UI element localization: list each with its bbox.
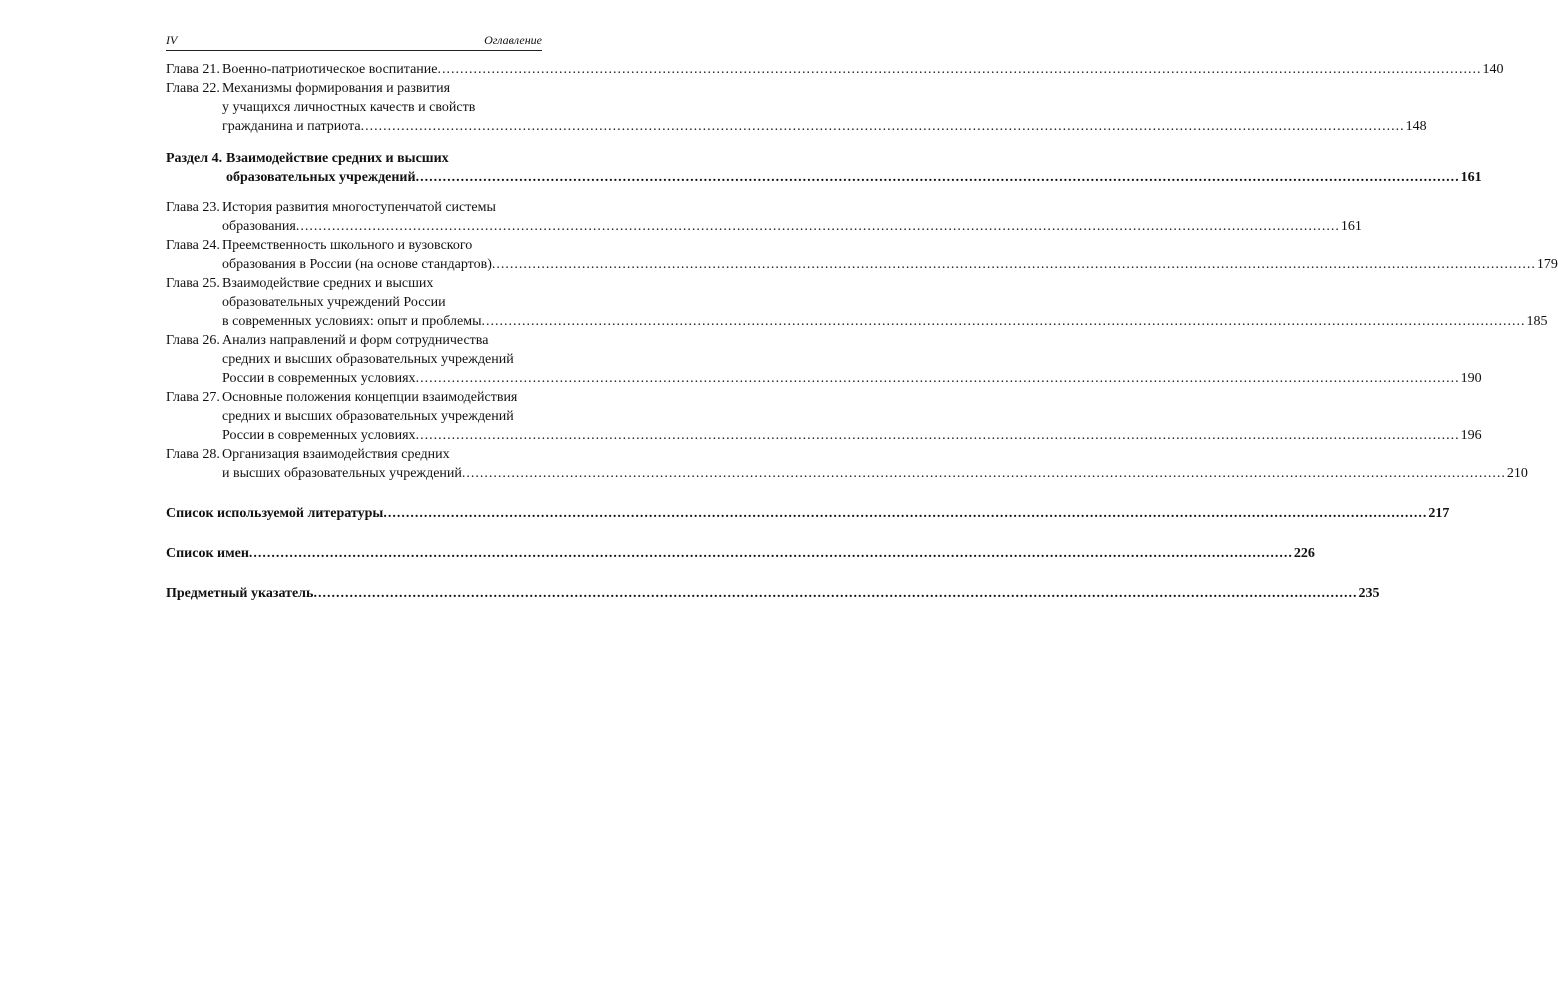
chapter-title-line: Механизмы формирования и развития [222,81,451,96]
running-title: Оглавление [484,33,542,47]
toc-entry-chapter-23[interactable] [166,198,1362,236]
back-matter-title: Список используемой литературы [166,506,384,521]
dot-leader [437,60,1481,79]
chapter-title-line: Анализ направлений и форм сотрудничества [222,333,489,348]
toc-entry-chapter-26[interactable] [166,331,1482,388]
page-number: 140 [1482,62,1504,77]
dot-leader [383,504,1427,523]
page-number: 185 [1526,314,1548,329]
page-number: 196 [1460,428,1482,443]
dot-leader [416,168,1460,187]
dot-leader [482,312,1526,331]
section-label: Раздел 4. [166,151,223,166]
toc-entry-name-index[interactable] [166,544,1315,563]
chapter-label: Глава 27. [166,390,220,405]
chapter-label: Глава 24. [166,238,220,253]
page-number: 190 [1460,371,1482,386]
chapter-title-line: Преемственность школьного и вузовского [222,238,473,253]
dot-leader [462,464,1506,483]
chapter-title-line: образовательных учреждений России [222,295,446,310]
section-title-line: образовательных учреждений [226,170,416,185]
chapter-label: Глава 25. [166,276,220,291]
chapter-title-line: средних и высших образовательных учреждений [222,352,514,367]
chapter-title-line: История развития многоступенчатой системы [222,200,496,215]
page-number: 217 [1428,506,1450,521]
page-number: 210 [1506,466,1528,481]
header-rule [166,50,542,51]
toc-entry-chapter-22[interactable] [166,79,1427,136]
chapter-label: Глава 21. [166,62,220,77]
dot-leader [249,544,1293,563]
chapter-title-line: Организация взаимодействия средних [222,447,450,462]
dot-leader [416,426,1460,445]
chapter-title-line: Взаимодействие средних и высших [222,276,434,291]
toc-entry-subject-index[interactable] [166,584,1380,603]
running-head [166,33,542,48]
dot-leader [296,217,1340,236]
toc-entry-section-4[interactable] [166,149,1482,187]
chapter-label: Глава 26. [166,333,220,348]
page-number: 179 [1536,257,1558,272]
back-matter-title: Список имен [166,546,249,561]
page-number: 161 [1340,219,1362,234]
dot-leader [416,369,1460,388]
toc-entry-chapter-25[interactable] [166,274,1548,331]
dot-leader [313,584,1357,603]
page-label: IV [166,33,178,47]
chapter-title-line: у учащихся личностных качеств и свойств [222,100,476,115]
chapter-title-line: России в современных условиях [222,371,416,386]
dot-leader [361,117,1405,136]
table-of-contents [166,60,1558,603]
chapter-label: Глава 28. [166,447,220,462]
back-matter-title: Предметный указатель [166,586,314,601]
chapter-title-line: России в современных условиях [222,428,416,443]
chapter-title-line: Основные положения концепции взаимодействия [222,390,518,405]
page-number: 161 [1460,170,1482,185]
chapter-label: Глава 23. [166,200,220,215]
page-number: 235 [1358,586,1380,601]
toc-entry-chapter-28[interactable] [166,445,1528,483]
chapter-title-line: и высших образовательных учреждений [222,466,462,481]
toc-entry-chapter-27[interactable] [166,388,1482,445]
toc-entry-references[interactable] [166,504,1450,523]
chapter-title-line: гражданина и патриота [222,119,361,134]
chapter-title-line: средних и высших образовательных учреждений [222,409,514,424]
chapter-title-line: образования в России (на основе стандартов) [222,257,492,272]
chapter-label: Глава 22. [166,81,220,96]
page-number: 148 [1405,119,1427,134]
chapter-title-line: Военно-патриотическое воспитание [222,62,438,77]
chapter-title-line: образования [222,219,296,234]
toc-entry-chapter-24[interactable] [166,236,1558,274]
page-number: 226 [1293,546,1315,561]
section-title-line: Взаимодействие средних и высших [226,151,449,166]
dot-leader [492,255,1536,274]
chapter-title-line: в современных условиях: опыт и проблемы [222,314,482,329]
toc-entry-chapter-21[interactable] [166,60,1504,79]
